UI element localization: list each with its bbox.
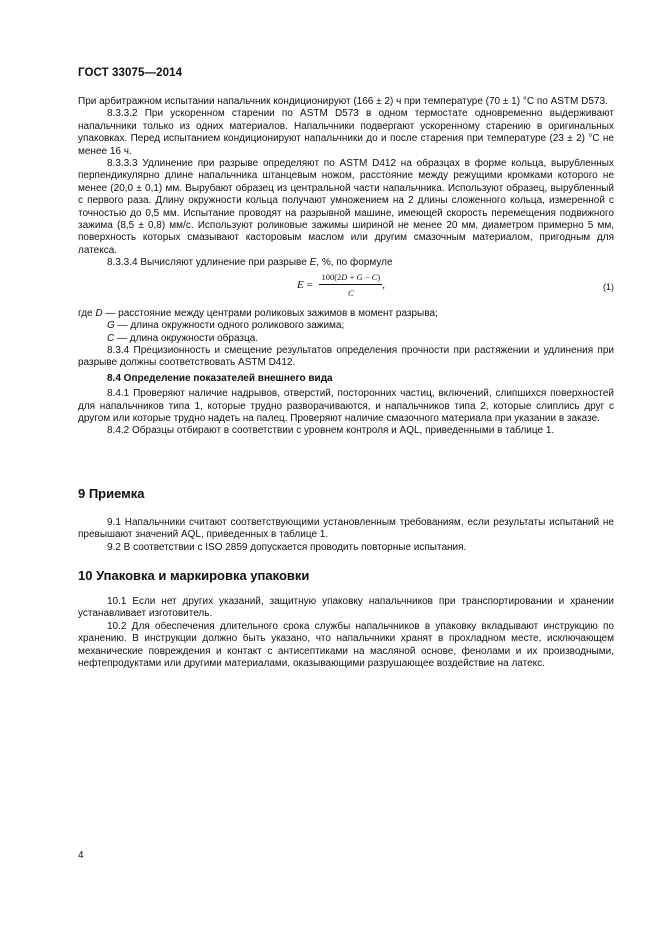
formula-tail: , bbox=[382, 278, 385, 291]
formula-elongation bbox=[297, 271, 385, 300]
section-8-text bbox=[78, 96, 614, 438]
paragraph-8-4-2: 8.4.2 Образцы отбирают в соответствии с уровнем контроля и AQL, приведенными в таблице 1. bbox=[107, 425, 555, 437]
paragraph-8-3-3-4-tail: , %, по формуле bbox=[316, 257, 393, 269]
numerator-close: ) bbox=[377, 271, 381, 282]
section-9-text bbox=[78, 517, 614, 554]
definition-intro: где bbox=[78, 307, 96, 319]
section-9-heading: 9 Приемка bbox=[78, 486, 145, 501]
formula-equals: = bbox=[303, 278, 316, 291]
document-header: ГОСТ 33075—2014 bbox=[78, 67, 183, 79]
paragraph-8-3-4: 8.3.4 Прецизионность и смещение результатов определения прочности при растяжении и удлинения при разрыве должны соответствовать ASTM D412. bbox=[78, 344, 614, 369]
definition-c-text: — длина окружности образца. bbox=[114, 332, 259, 344]
paragraph-10-1: 10.1 Если нет других указаний, защитную упаковку напальчников при транспортировании и хранении устанавливает изготовитель. bbox=[78, 596, 614, 620]
formula-fraction bbox=[319, 271, 382, 300]
numerator-prefix: 100(2 bbox=[321, 271, 342, 282]
definition-g-text: — длина окружности одного роликового зажима; bbox=[114, 320, 345, 332]
paragraph-9-1: 9.1 Напальчники считают соответствующими установленным требованиям, если результаты испытаний не превышают значений AQL, приведенных в таблице 1. bbox=[78, 517, 614, 541]
numerator-plus: + bbox=[347, 271, 357, 282]
definition-d-text: — расстояние между центрами роликовых зажимов в момент разрыва; bbox=[102, 307, 438, 319]
section-10-text bbox=[78, 596, 614, 670]
formula-number: (1) bbox=[603, 281, 614, 292]
formula-numerator bbox=[319, 271, 382, 285]
definition-d-var: D bbox=[95, 307, 103, 319]
paragraph-8-3-3-3: 8.3.3.3 Удлинение при разрыве определяют по ASTM D412 на образцах в форме кольца, вырубленных перпендикулярно длине напальчника штанцевым ножом, расстояние между режущими кромками которого не менее (20,0 ± 0,1) мм. Вырубают образец из центральной части напальчника. Используют образец, вырубленный с первого раза. Длину окружности кольца получают умножением на 2 длины сложенного кольца, измеренной с точностью до 0,5 мм. Испытание проводят на разрывной машине, имеющей скорость перемещения подвижного зажима (8,5 ± 0,8) мм/с. Используют роликовые зажимы шириной не менее 20 мм, диаметром примерно 5 мм, поверхность которых смазывают касторовым маслом или другим смазочным материалом, пригодным для латекса. bbox=[78, 158, 614, 256]
paragraph-10-2: 10.2 Для обеспечения длительного срока службы напальчников в упаковку вкладывают инструкцию по хранению. В инструкции должно быть указано, что напальчники хранят в прохладном месте, исключающем механические повреждения и контакт с антисептиками на масляной основе, фенолами и их производными, нефтепродуктами или другими материалами, оказывающими разрушающее воздействие на латекс. bbox=[78, 620, 614, 670]
paragraph-arbitration: При арбитражном испытании напальчник кондиционируют (166 ± 2) ч при температуре (70 ± 1) °С по ASTM D573. bbox=[78, 96, 608, 107]
paragraph-8-3-3-4 bbox=[78, 257, 614, 269]
numerator-c: C bbox=[371, 271, 378, 282]
numerator-minus: − bbox=[362, 271, 372, 282]
page-number: 4 bbox=[78, 850, 84, 861]
numerator-d: D bbox=[341, 271, 348, 282]
formula-block bbox=[78, 271, 614, 305]
definition-c-var: C bbox=[107, 332, 115, 344]
definition-d bbox=[78, 308, 614, 320]
numerator-g: G bbox=[356, 271, 363, 282]
paragraph-9-2: 9.2 В соответствии с ISO 2859 допускается проводить повторные испытания. bbox=[107, 541, 467, 553]
paragraph-8-3-3-2: 8.3.3.2 При ускоренном старении по ASTM D573 в одном термостате одновременно выдерживают напальчники только из одних материалов. Напальчники подвергают ускоренному старению в оригинальных упаковках. Перед испытанием кондиционируют напальчники до и после старения при температуре (23 ± 2) °С не менее 16 ч. bbox=[78, 108, 614, 157]
paragraph-8-4-1: 8.4.1 Проверяют наличие надрывов, отверстий, посторонних частиц, включений, слипшихся поверхностей для напальчников типа 1, которые трудно разворачиваются, и напальчников типа 2, которые слиплись друг с другом или которые трудно надеть на палец. Проверяют наличие смазочного материала при указании в заказе. bbox=[78, 388, 614, 424]
definition-g-var: G bbox=[107, 320, 115, 332]
variable-e: E bbox=[309, 257, 317, 269]
formula-denominator: C bbox=[347, 288, 354, 299]
section-10-heading: 10 Упаковка и маркировка упаковки bbox=[78, 568, 310, 583]
subsection-heading-8-4: 8.4 Определение показателей внешнего вида bbox=[107, 372, 333, 384]
definition-c bbox=[78, 333, 614, 345]
definition-g bbox=[78, 320, 614, 332]
formula-lhs: E bbox=[297, 278, 304, 291]
paragraph-8-3-3-4-text: 8.3.3.4 Вычисляют удлинение при разрыве bbox=[107, 257, 307, 269]
